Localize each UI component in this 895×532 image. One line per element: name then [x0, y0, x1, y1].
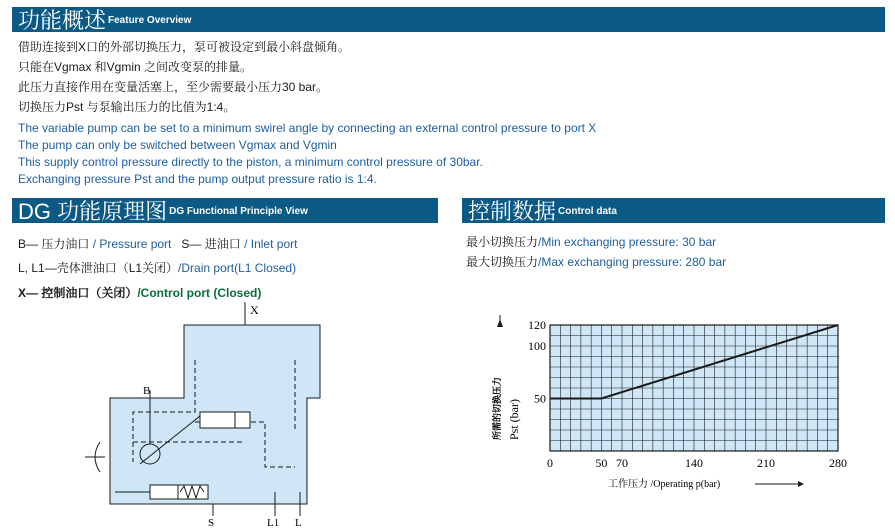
overview-cn-line-1: 借助连接到X口的外部切换压力，泵可被设定到最小斜盘倾角。 — [18, 40, 351, 54]
y-axis-label: Pst (bar) — [507, 399, 521, 440]
principle-title-cn: DG 功能原理图 — [18, 199, 168, 223]
port-l-cn: L, L1—壳体泄油口（L1关闭） — [18, 261, 179, 275]
max-pressure-en: /Max exchanging pressure: 280 bar — [538, 255, 727, 269]
x-tick-label: 0 — [547, 456, 553, 470]
overview-en-line-3: This supply control pressure directly to the piston, a minimum control pressure of 30bar. — [18, 155, 483, 169]
y-axis-label-cn: 所需的切换压力 — [492, 376, 502, 440]
control-line-1 — [466, 233, 716, 250]
port-s-en: / Inlet port — [244, 237, 298, 251]
control-data-header — [462, 198, 885, 223]
x-tick-label: 210 — [757, 456, 775, 470]
feature-overview-title-en: Feature Overview — [108, 15, 192, 26]
max-pressure-cn: 最大切换压力 — [466, 255, 539, 269]
x-tick-label: 140 — [685, 456, 703, 470]
overview-cn-line-2: 只能在Vgmax 和Vgmin 之间改变泵的排量。 — [18, 60, 253, 74]
hydraulic-schematic — [85, 302, 340, 532]
overview-cn-line-3: 此压力直接作用在变量活塞上，至少需要最小压力30 bar。 — [18, 80, 329, 94]
feature-overview-header — [12, 7, 885, 32]
control-title-en: Control data — [558, 206, 617, 217]
label-b: B — [143, 385, 151, 397]
min-pressure-en: /Min exchanging pressure: 30 bar — [538, 235, 717, 249]
port-x-en: /Control port (Closed) — [137, 286, 262, 300]
port-line-1 — [18, 235, 297, 252]
port-b-en: / Pressure port — [92, 237, 172, 251]
port-line-2 — [18, 259, 296, 276]
principle-title-en: DG Functional Principle View — [169, 206, 308, 217]
port-s-cn: S— 进油口 — [181, 237, 241, 251]
label-x: X — [250, 303, 259, 317]
port-x-cn: X— 控制油口（关闭） — [18, 286, 138, 300]
label-l1: L1 — [267, 517, 280, 529]
x-tick-label: 50 — [595, 456, 608, 470]
overview-en-line-1: The variable pump can be set to a minimum swirel angle by connecting an external control pressure to port X — [18, 121, 597, 135]
overview-en-line-2: The pump can only be switched between Vgmax and Vgmin — [18, 138, 337, 152]
principle-header — [12, 198, 438, 223]
y-tick-label: 50 — [534, 391, 546, 406]
switching-pressure-chart — [480, 305, 885, 500]
port-l-en: /Drain port(L1 Closed) — [178, 261, 297, 275]
label-s: S — [208, 517, 215, 529]
x-tick-label: 280 — [829, 456, 847, 470]
overview-en-line-4: Exchanging pressure Pst and the pump output pressure ratio is 1:4. — [18, 172, 377, 186]
feature-overview-title-cn: 功能概述 — [18, 8, 107, 32]
control-line-2 — [466, 253, 726, 270]
y-tick-label: 120 — [528, 318, 546, 332]
control-title-cn: 控制数据 — [468, 199, 557, 223]
x-axis-label: 工作压力 /Operating p(bar) — [608, 479, 721, 490]
label-l: L — [295, 517, 302, 529]
overview-cn-line-4: 切换压力Pst 与泵输出压力的比值为1:4。 — [18, 100, 236, 114]
x-tick-label: 70 — [616, 456, 628, 470]
port-b-cn: B— 压力油口 — [18, 237, 90, 251]
min-pressure-cn: 最小切换压力 — [466, 235, 539, 249]
y-tick-label: 100 — [528, 339, 546, 353]
port-line-3 — [18, 284, 261, 301]
chart-grid — [550, 325, 838, 451]
